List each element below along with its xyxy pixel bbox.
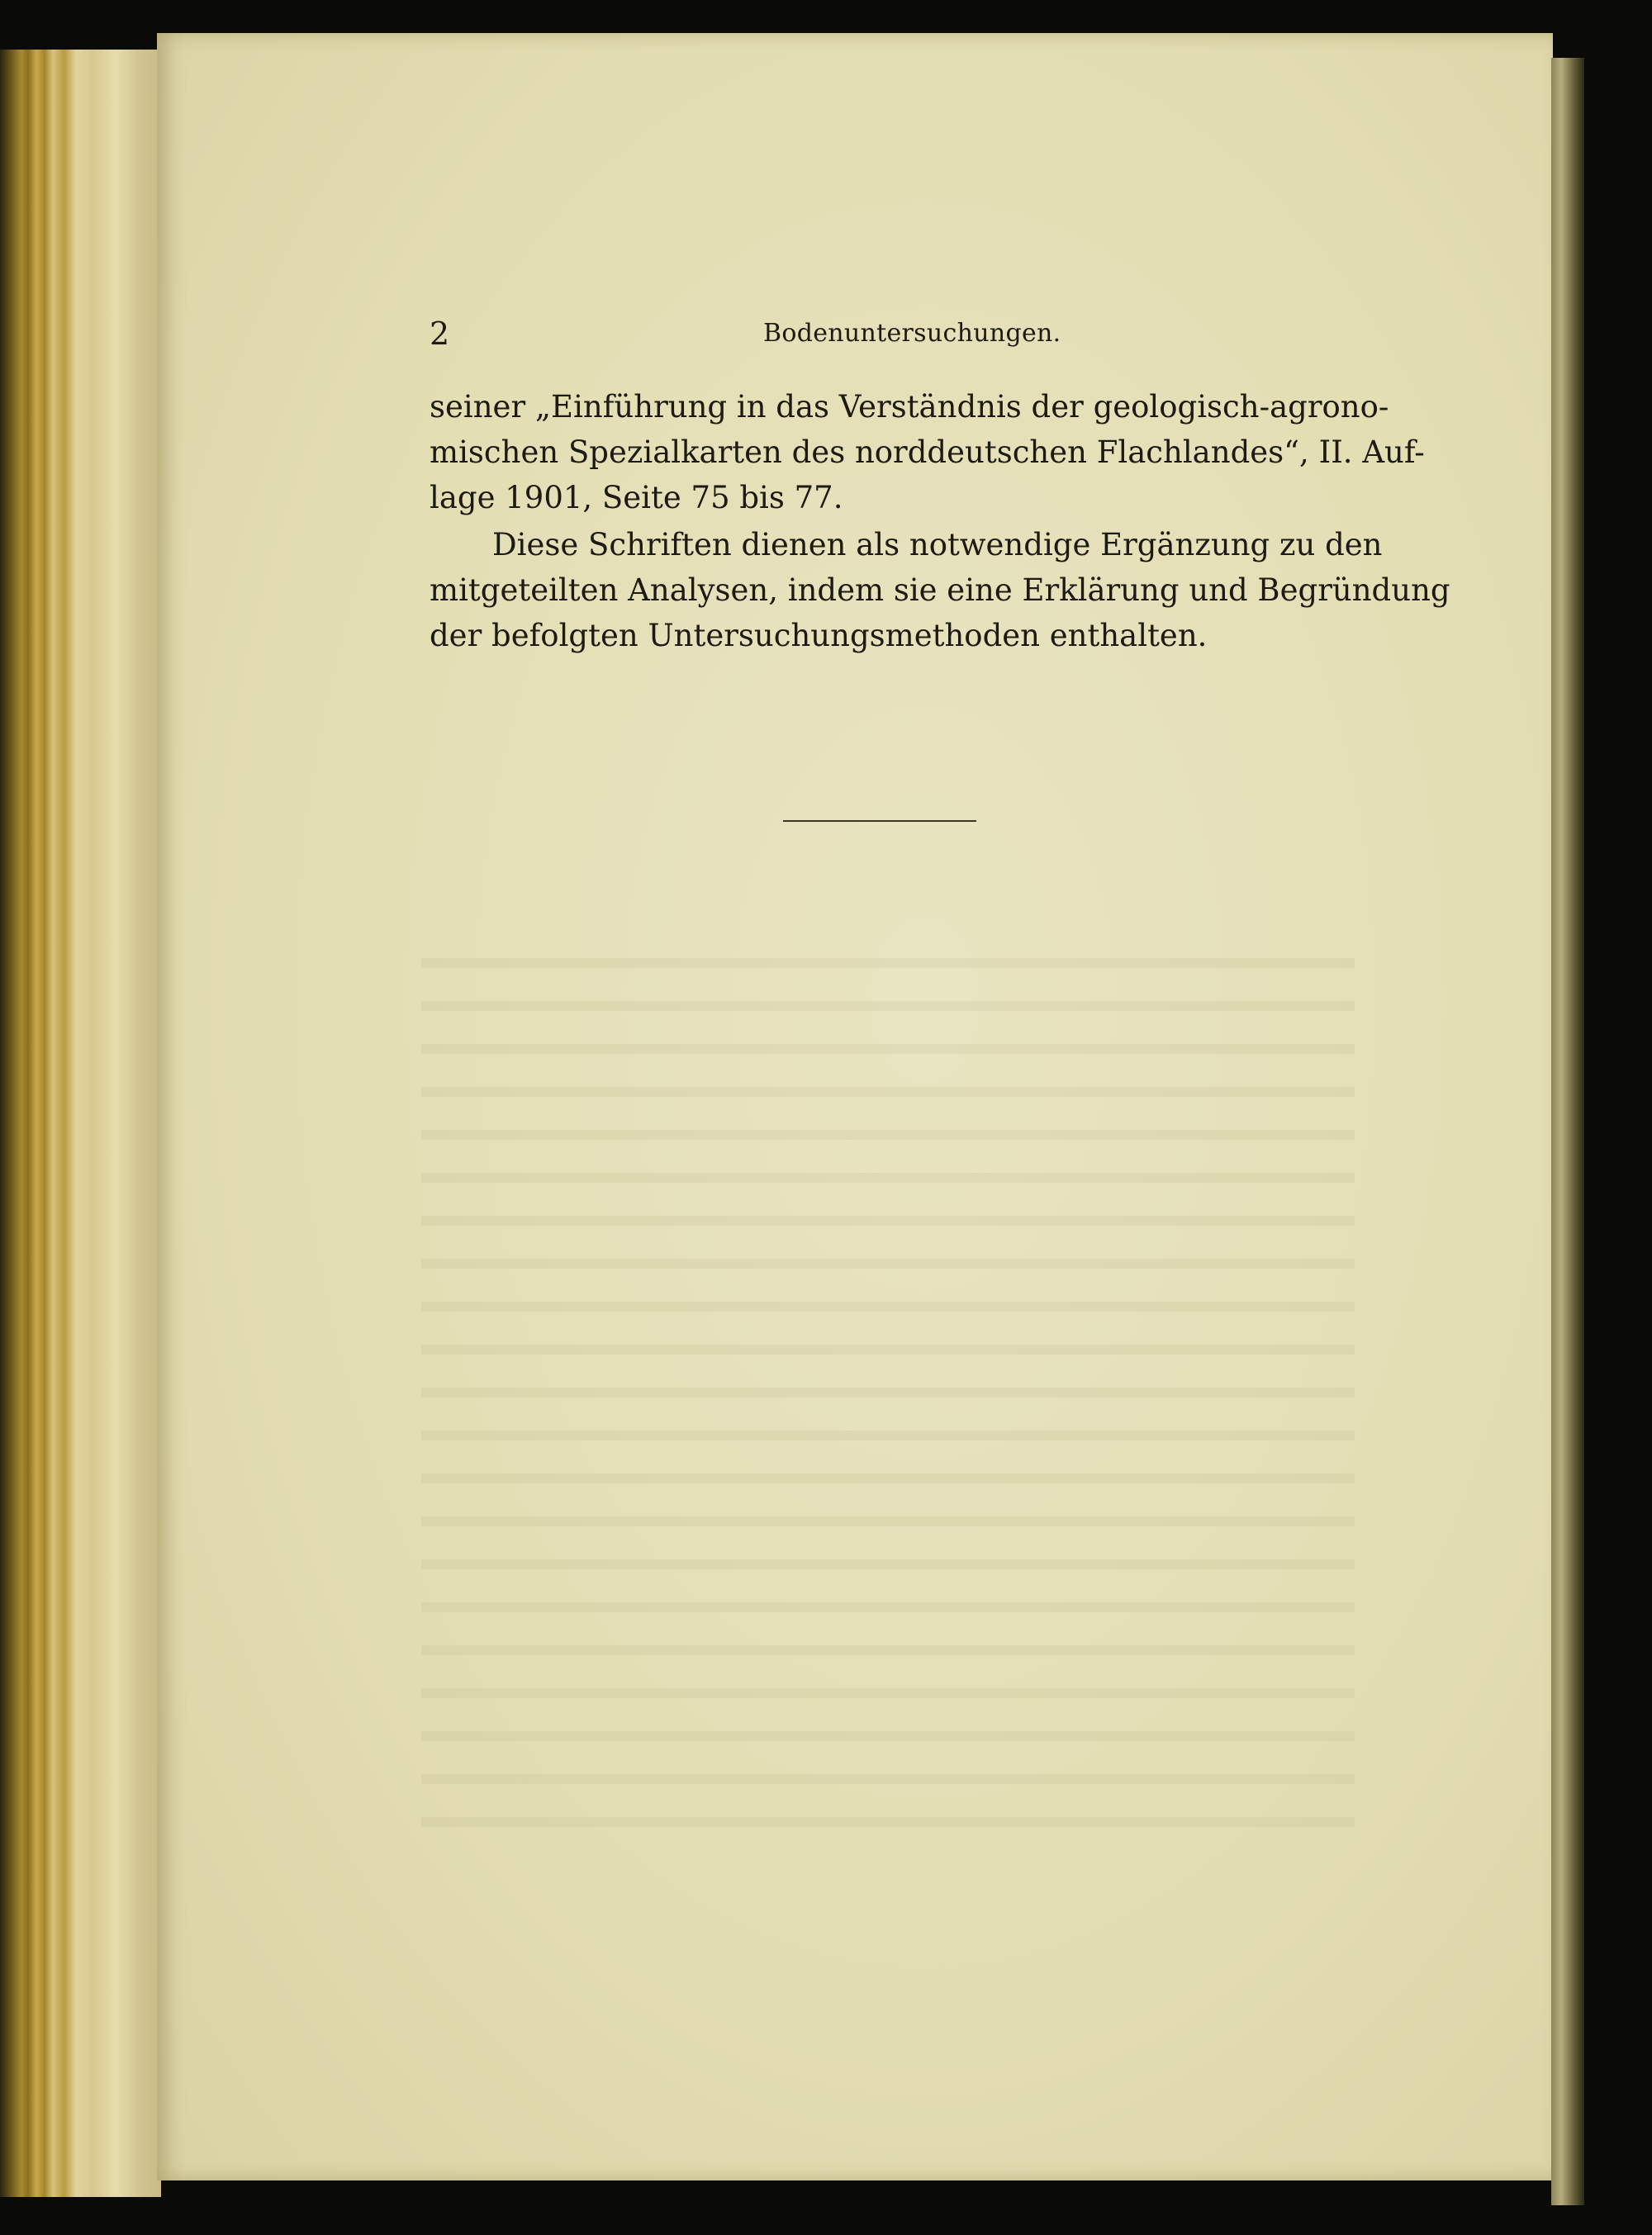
page-number: 2 bbox=[430, 316, 450, 352]
text-line: lage 1901, Seite 75 bis 77. bbox=[430, 480, 843, 515]
bleed-through-texture bbox=[421, 925, 1355, 1834]
section-divider-rule bbox=[783, 820, 976, 822]
text-line: mitgeteilten Analysen, indem sie eine Erklärung und Begründung bbox=[430, 572, 1450, 608]
text-line: Diese Schriften dienen als notwendige Ergänzung zu den bbox=[492, 527, 1383, 562]
paragraph-1 bbox=[430, 384, 1425, 520]
paragraph-2 bbox=[430, 522, 1450, 658]
body-text bbox=[430, 384, 1450, 658]
right-page-edge bbox=[1551, 58, 1584, 2205]
book-page-edges bbox=[0, 50, 161, 2197]
text-line: der befolgten Untersuchungsmethoden enthalten. bbox=[430, 618, 1208, 653]
text-line: mischen Spezialkarten des norddeutschen Flachlandes“, II. Auf- bbox=[430, 434, 1425, 470]
text-line: seiner „Einführung in das Verständnis der geologisch-agrono- bbox=[430, 389, 1389, 425]
running-head-title: Bodenuntersuchungen. bbox=[763, 319, 1061, 348]
